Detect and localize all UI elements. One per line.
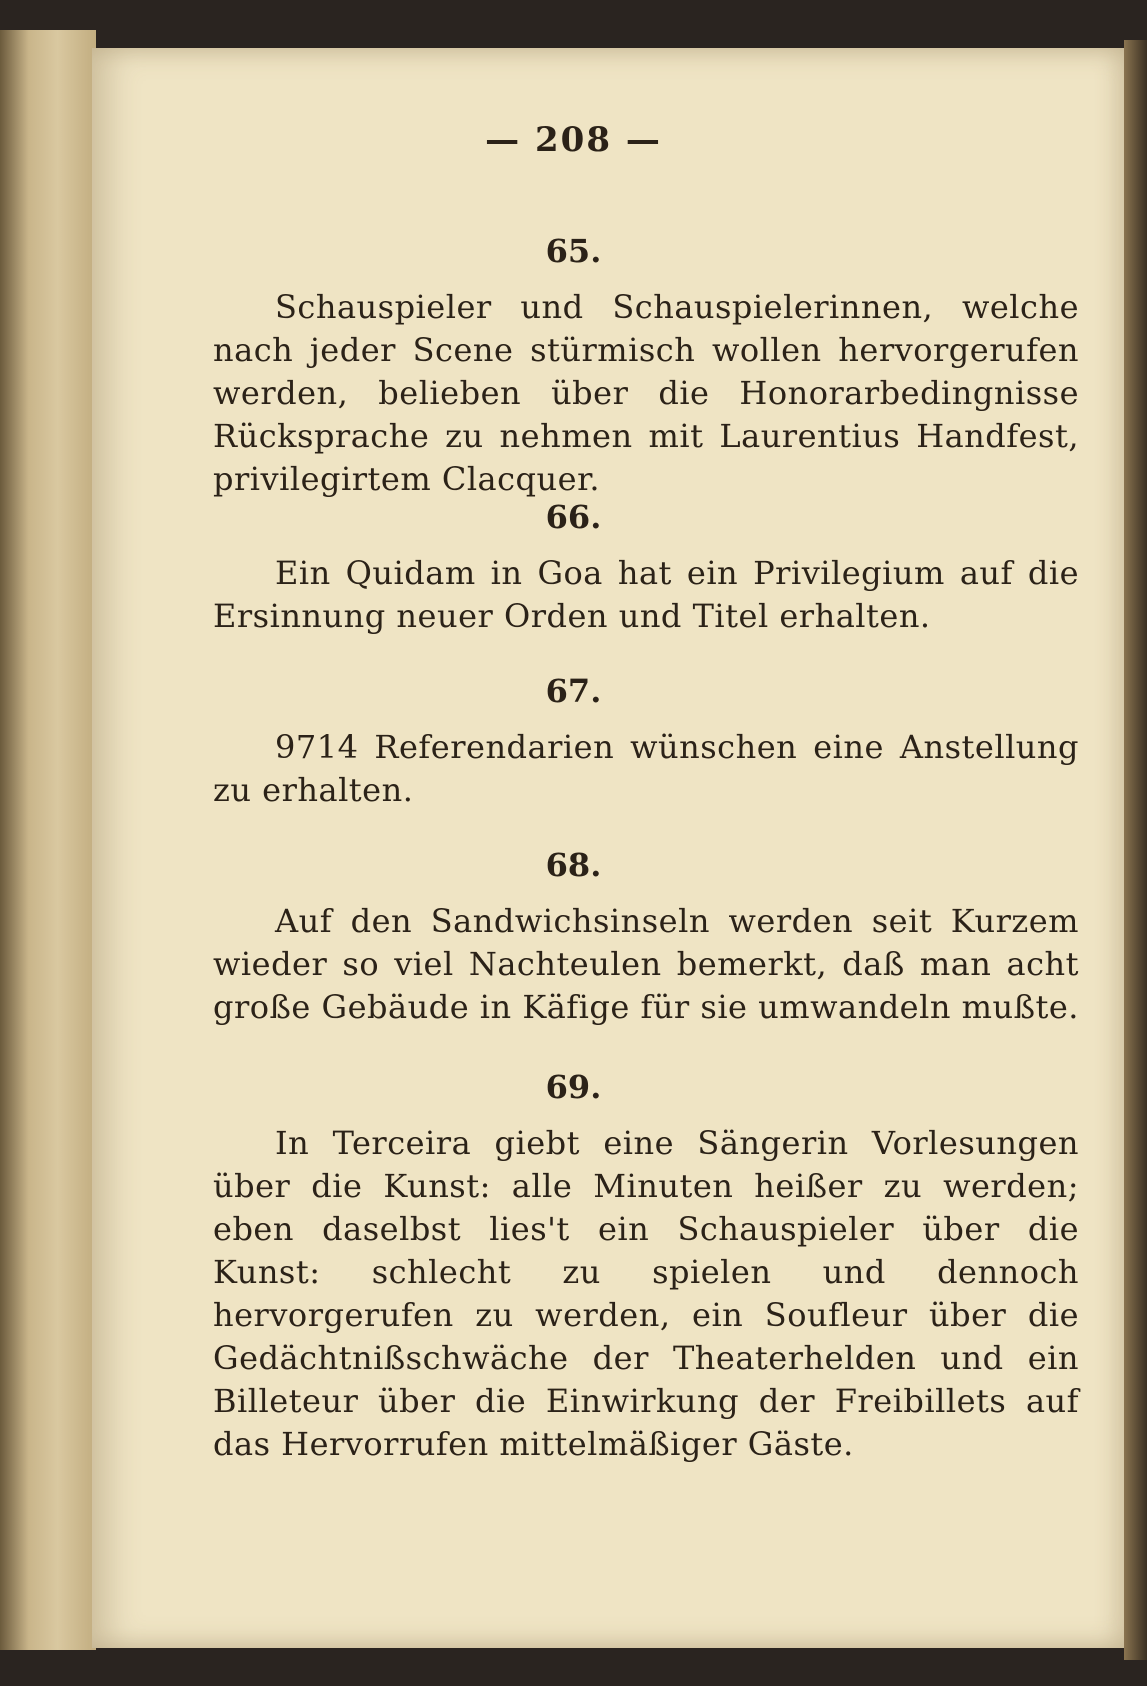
entry-paragraph: Schauspieler und Schauspielerinnen, welche nach jeder Scene stürmisch wollen hervorgerufen werden, belieben über die Honorarbedingnisse Rücksprache zu nehmen mit Laurentius Handfest, privilegirtem Clacquer. [213, 288, 1079, 498]
entry-paragraph: Ein Quidam in Goa hat ein Privilegium auf die Ersinnung neuer Orden und Titel erhalten. [213, 554, 1079, 635]
entry-number-68: 68. [545, 846, 602, 884]
entry-paragraph: In Terceira giebt eine Sängerin Vorlesungen über die Kunst: alle Minuten heißer zu werden; eben daselbst lies't ein Schauspieler über die Kunst: schlecht zu spielen und dennoch hervorgerufen zu werden, ein Soufleur über die Gedächtnißschwäche der Theaterhelden und ein Billeteur über die Einwirkung der Freibillets auf das Hervorrufen mittelmäßiger Gäste. [213, 1124, 1079, 1463]
page-header: — 208 — [485, 120, 662, 160]
entry-number-69: 69. [545, 1068, 602, 1106]
book-edge-left [0, 30, 96, 1650]
entry-text-65 [213, 286, 1079, 501]
entry-number-67: 67. [545, 672, 602, 710]
entry-text-68 [213, 900, 1079, 1029]
entry-paragraph: Auf den Sandwichsinseln werden seit Kurzem wieder so viel Nachteulen bemerkt, daß man acht große Gebäude in Käfige für sie umwandeln mußte. [213, 902, 1079, 1026]
entry-number-66: 66. [545, 498, 602, 536]
entry-paragraph: 9714 Referendarien wünschen eine Anstellung zu erhalten. [213, 728, 1079, 809]
entry-text-69 [213, 1122, 1079, 1466]
entry-text-66 [213, 552, 1079, 638]
entry-number-65: 65. [545, 232, 602, 270]
entry-text-67 [213, 726, 1079, 812]
